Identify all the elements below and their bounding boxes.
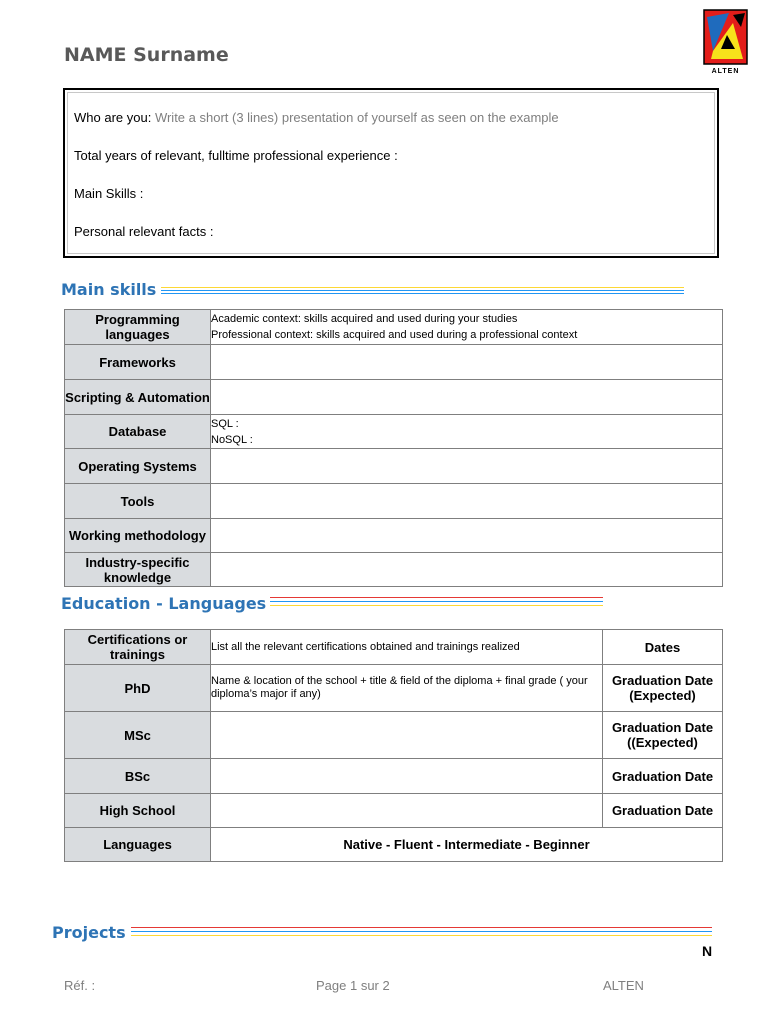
education-description[interactable] [211, 794, 603, 828]
education-table [64, 629, 723, 862]
languages-label: Languages [65, 828, 211, 862]
skill-label: Industry-specific knowledge [65, 553, 211, 587]
who-are-you-line [74, 110, 559, 125]
logo-text: ALTEN [711, 68, 740, 75]
education-divider [270, 597, 603, 607]
skill-value-line: Academic context: skills acquired and used during your studies [211, 313, 518, 325]
table-row [65, 345, 723, 380]
skill-value-line: NoSQL : [211, 433, 253, 446]
skill-value[interactable] [211, 310, 723, 345]
education-description[interactable]: List all the relevant certifications obtained and trainings realized [211, 630, 603, 665]
table-row [65, 449, 723, 484]
who-label: Who are you: [74, 110, 155, 125]
years-experience-label: Total years of relevant, fulltime professional experience : [74, 148, 398, 163]
skill-label: Operating Systems [65, 449, 211, 484]
skill-label: Tools [65, 484, 211, 519]
education-date[interactable]: Graduation Date [603, 794, 723, 828]
table-row [65, 415, 723, 449]
skill-value[interactable] [211, 345, 723, 380]
table-row [65, 380, 723, 415]
education-date[interactable]: Graduation Date ((Expected) [603, 712, 723, 759]
skill-value-line: Professional context: skills acquired and used during a professional context [211, 329, 578, 341]
table-row [65, 828, 723, 862]
skill-value[interactable] [211, 484, 723, 519]
table-row [65, 759, 723, 794]
education-label: Certifications or trainings [65, 630, 211, 665]
alten-logo-icon [703, 9, 748, 75]
education-heading: Education - Languages [61, 594, 267, 613]
education-label: PhD [65, 665, 211, 712]
table-row [65, 630, 723, 665]
skill-label: Database [65, 415, 211, 449]
footer-company: ALTEN [603, 978, 644, 993]
alten-logo [703, 9, 748, 75]
education-date[interactable]: Graduation Date [603, 759, 723, 794]
table-row [65, 665, 723, 712]
footer-page: Page 1 sur 2 [316, 978, 390, 993]
skill-label: Programming languages [65, 310, 211, 345]
personal-facts-label: Personal relevant facts : [74, 224, 214, 239]
education-label: BSc [65, 759, 211, 794]
main-skills-table [64, 309, 723, 587]
projects-divider [131, 927, 712, 937]
education-date[interactable]: Dates [603, 630, 723, 665]
education-label: High School [65, 794, 211, 828]
skill-value-line: SQL : [211, 417, 239, 430]
education-description[interactable] [211, 712, 603, 759]
skill-value[interactable] [211, 553, 723, 587]
footer-ref: Réf. : [64, 978, 96, 993]
main-skills-heading: Main skills [61, 280, 157, 299]
page-title: NAME Surname [64, 44, 229, 66]
table-row [65, 484, 723, 519]
skill-label: Scripting & Automation [65, 380, 211, 415]
education-label: MSc [65, 712, 211, 759]
intro-box [63, 88, 719, 258]
skill-value[interactable] [211, 519, 723, 553]
table-row [65, 519, 723, 553]
projects-heading: Projects [52, 923, 126, 942]
main-skills-label: Main Skills : [74, 186, 144, 201]
table-row [65, 553, 723, 587]
education-description[interactable]: Name & location of the school + title & field of the diploma + final grade ( your diploma’s major if any) [211, 665, 603, 712]
skill-value[interactable] [211, 415, 723, 449]
languages-levels[interactable]: Native - Fluent - Intermediate - Beginner [211, 828, 723, 862]
table-row [65, 310, 723, 345]
table-row [65, 712, 723, 759]
corner-mark: N [702, 943, 713, 959]
education-date[interactable]: Graduation Date (Expected) [603, 665, 723, 712]
education-description[interactable] [211, 759, 603, 794]
skill-value[interactable] [211, 449, 723, 484]
skill-label: Frameworks [65, 345, 211, 380]
who-hint: Write a short (3 lines) presentation of yourself as seen on the example [154, 110, 559, 125]
main-skills-divider [161, 287, 684, 297]
skill-value[interactable] [211, 380, 723, 415]
skill-label: Working methodology [65, 519, 211, 553]
table-row [65, 794, 723, 828]
